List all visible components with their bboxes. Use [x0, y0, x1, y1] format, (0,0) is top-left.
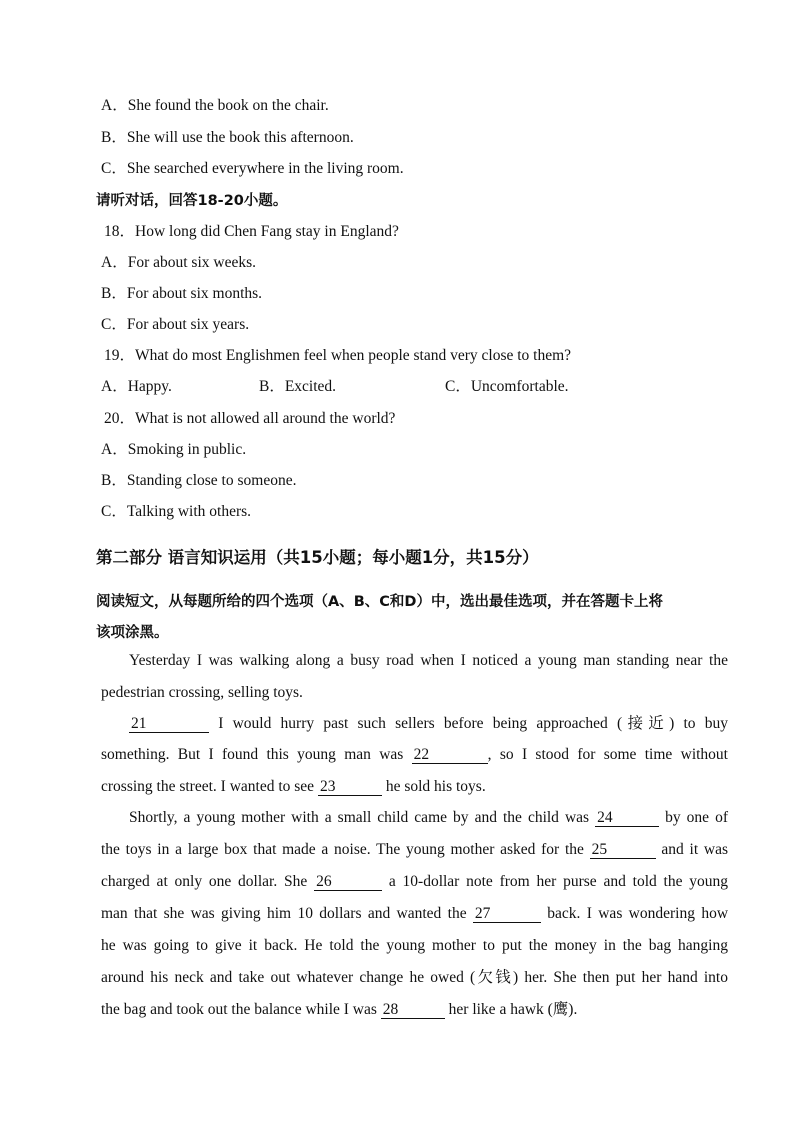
- q17-option-c: C．She searched everywhere in the living room.: [101, 160, 404, 177]
- passage-line: crossing the street. I wanted to see 23 he sold his toys.: [101, 778, 486, 795]
- section-title: 第二部分 语言知识运用（共15小题；每小题1分，共15分）: [96, 548, 539, 567]
- passage-line: the bag and took out the balance while I was 28 her like a hawk (鹰).: [101, 1001, 578, 1018]
- passage-line: he was going to give it back. He told the young mother to put the money in the bag hanging: [101, 937, 728, 954]
- blank-28[interactable]: 28: [381, 1001, 445, 1019]
- passage-line: Yesterday I was walking along a busy road when I noticed a young man standing near the: [129, 652, 728, 669]
- q20-option-a: A．Smoking in public.: [101, 441, 247, 458]
- section-instruction-line1: 阅读短文，从每题所给的四个选项（A、B、C和D）中，选出最佳选项，并在答题卡上将: [96, 594, 663, 610]
- q18-option-c: C．For about six years.: [101, 316, 250, 333]
- q20-option-b: B．Standing close to someone.: [101, 472, 297, 489]
- q20-option-c: C．Talking with others.: [101, 503, 252, 520]
- blank-25[interactable]: 25: [590, 841, 656, 859]
- blank-24[interactable]: 24: [595, 809, 659, 827]
- blank-21[interactable]: 21: [129, 715, 209, 733]
- blank-23[interactable]: 23: [318, 778, 382, 796]
- passage-line: around his neck and take out whatever change he owed (欠钱) her. She then put her hand into: [101, 969, 728, 986]
- passage-line: man that she was giving him 10 dollars and wanted the 27 back. I was wondering how: [101, 905, 729, 922]
- q19-option-c: C．Uncomfortable.: [445, 378, 569, 395]
- q18-option-b: B．For about six months.: [101, 285, 263, 302]
- blank-22[interactable]: 22: [412, 746, 488, 764]
- passage-line: 21 I would hurry past such sellers before being approached (接近) to buy: [131, 715, 729, 732]
- q19-option-b: B．Excited.: [259, 378, 337, 395]
- q17-option-b: B．She will use the book this afternoon.: [101, 129, 354, 146]
- section-instruction-line2: 该项涂黑。: [96, 625, 169, 641]
- q18-stem: 18．How long did Chen Fang stay in England?: [104, 223, 399, 240]
- q19-option-a: A．Happy.: [101, 378, 172, 395]
- q17-option-a: A．She found the book on the chair.: [101, 97, 329, 114]
- passage-line: Shortly, a young mother with a small child came by and the child was 24 by one of: [129, 809, 728, 826]
- passage-line: pedestrian crossing, selling toys.: [101, 684, 303, 701]
- q20-stem: 20．What is not allowed all around the world?: [104, 410, 396, 427]
- q18-option-a: A．For about six weeks.: [101, 254, 256, 271]
- blank-26[interactable]: 26: [314, 873, 382, 891]
- dialogue-instruction: 请听对话，回答18-20小题。: [96, 193, 288, 209]
- passage-line: the toys in a large box that made a noise. The young mother asked for the 25 and it was: [101, 841, 728, 858]
- passage-line: charged at only one dollar. She 26 a 10-dollar note from her purse and told the young: [101, 873, 729, 890]
- blank-27[interactable]: 27: [473, 905, 541, 923]
- q19-stem: 19．What do most Englishmen feel when people stand very close to them?: [104, 347, 572, 364]
- passage-line: something. But I found this young man was 22 , so I stood for some time without: [101, 746, 728, 763]
